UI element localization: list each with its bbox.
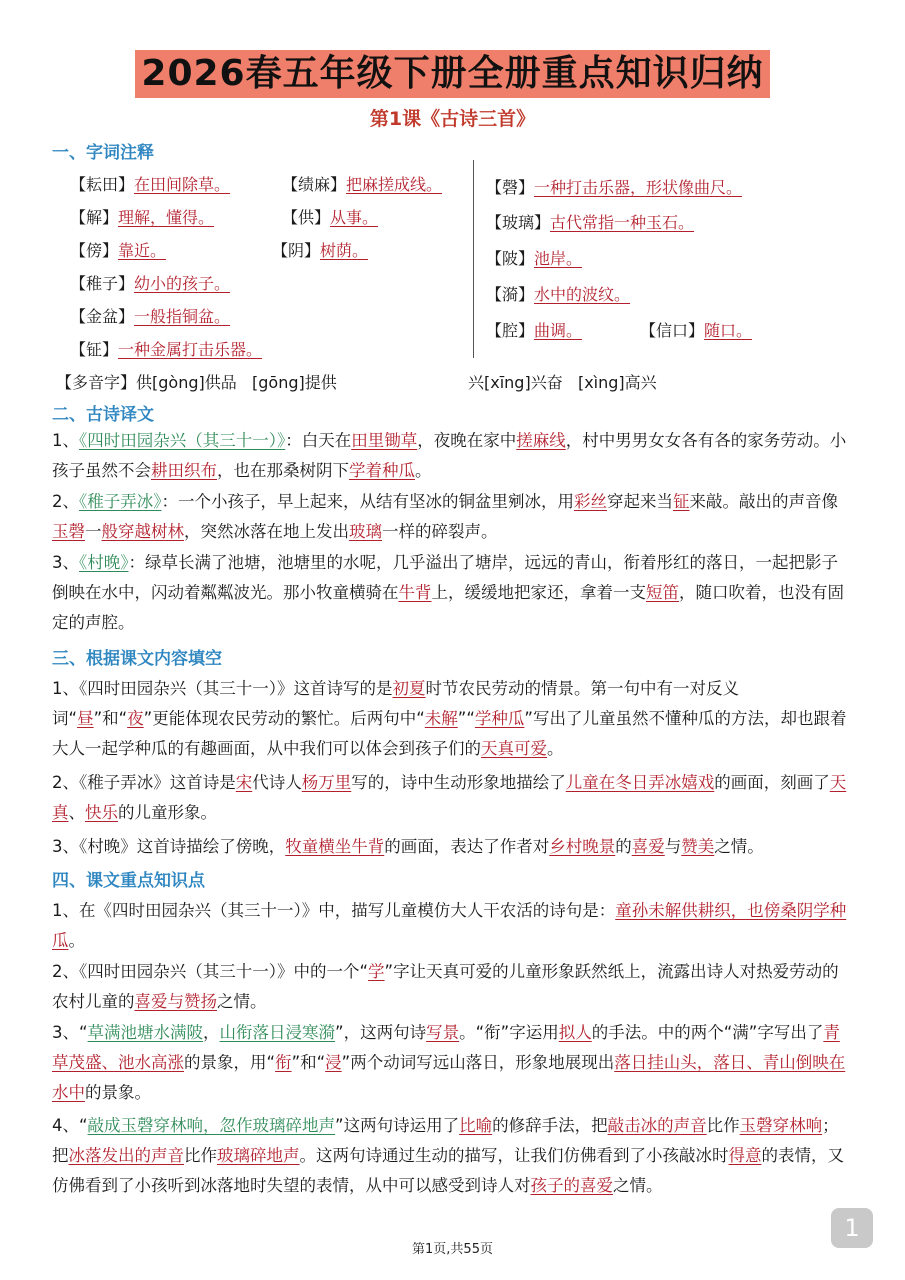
vocab-item bbox=[70, 205, 214, 228]
vocab-def: 靠近。 bbox=[118, 241, 167, 260]
vocab-term: 【磬】 bbox=[486, 178, 535, 197]
vocab-item bbox=[486, 246, 582, 269]
vocab-item bbox=[70, 304, 230, 327]
page-number-badge[interactable]: 1 bbox=[831, 1208, 873, 1248]
vocab-item bbox=[486, 318, 582, 341]
vocab-term: 【信口】 bbox=[640, 321, 705, 340]
lesson-subtitle: 第1课《古诗三首》 bbox=[369, 108, 536, 130]
translation-paragraph: 1、《四时田园杂兴（其三十一）》：白天在田里锄草，夜晚在家中搓麻线，村中男男女女各有各的家务劳动。小孩子虽然不会耕田织布，也在那桑树阴下学着种瓜。 bbox=[52, 431, 847, 480]
key-point-paragraph: 1、在《四时田园杂兴（其三十一）》中，描写儿童模仿大人干农活的诗句是：童孙未解供耕织，也傍桑阴学种瓜。 bbox=[52, 901, 847, 950]
vocab-item bbox=[640, 318, 752, 341]
vocab-term: 【稚子】 bbox=[70, 274, 135, 293]
vocab-def: 把麻搓成线。 bbox=[346, 175, 443, 194]
vocab-term: 【傍】 bbox=[70, 241, 119, 260]
translation-paragraph: 3、《村晚》：绿草长满了池塘，池塘里的水呢，几乎溢出了塘岸，远远的青山，衔着彤红的落日，一起把影子倒映在水中，闪动着粼粼波光。那小牧童横骑在牛背上，缓缓地把家还，拿着一支短笛，随口吹着，也没有固定的声腔。 bbox=[52, 553, 844, 632]
section-heading-vocab: 一、字词注释 bbox=[52, 143, 154, 163]
vocab-def: 幼小的孩子。 bbox=[134, 274, 231, 293]
vocab-def: 一般指铜盆。 bbox=[134, 307, 231, 326]
polyphone-row bbox=[468, 370, 657, 393]
vocab-item bbox=[282, 205, 378, 228]
section-heading-key-points: 四、课文重点知识点 bbox=[52, 871, 205, 891]
vocab-term: 【耘田】 bbox=[70, 175, 135, 194]
fill-paragraph: 1、《四时田园杂兴（其三十一）》这首诗写的是初夏时节农民劳动的情景。第一句中有一对反义词“昼”和“夜”更能体现农民劳动的繁忙。后两句中“未解”“学种瓜”写出了儿童虽然不懂种瓜的方法，却也跟着大人一起学种瓜的有趣画面，从中我们可以体会到孩子们的天真可爱。 bbox=[52, 679, 847, 758]
vocab-term: 【陂】 bbox=[486, 249, 535, 268]
vocab-term: 【金盆】 bbox=[70, 307, 135, 326]
vocab-def: 树荫。 bbox=[320, 241, 369, 260]
vocab-def: 曲调。 bbox=[534, 321, 583, 340]
vocab-item bbox=[486, 175, 742, 198]
vocab-item bbox=[282, 172, 442, 195]
vocab-term: 【阴】 bbox=[272, 241, 321, 260]
vocab-term: 【钲】 bbox=[70, 340, 119, 359]
vocab-def: 一种打击乐器，形状像曲尺。 bbox=[534, 178, 743, 197]
vocab-def: 随口。 bbox=[704, 321, 753, 340]
vocab-item bbox=[486, 282, 630, 305]
polyphone-label: 【多音字】 bbox=[56, 373, 137, 392]
polyphone-row bbox=[56, 370, 337, 393]
vocab-term: 【玻璃】 bbox=[486, 213, 551, 232]
page-title: 2026春五年级下册全册重点知识归纳 bbox=[135, 50, 769, 98]
fill-paragraph: 2、《稚子弄冰》这首诗是宋代诗人杨万里写的，诗中生动形象地描绘了儿童在冬日弄冰嬉戏的画面，刻画了天真、快乐的儿童形象。 bbox=[52, 773, 847, 822]
section-heading-fill: 三、根据课文内容填空 bbox=[52, 649, 222, 669]
vocab-term: 【绩麻】 bbox=[282, 175, 347, 194]
vocab-def: 在田间除草。 bbox=[134, 175, 231, 194]
vocab-def: 从事。 bbox=[330, 208, 379, 227]
vocab-def: 古代常指一种玉石。 bbox=[550, 213, 695, 232]
fill-paragraph: 3、《村晚》这首诗描绘了傍晚，牧童横坐牛背的画面，表达了作者对乡村晚景的喜爱与赞美之情。 bbox=[52, 837, 764, 856]
vocab-item bbox=[272, 238, 368, 261]
vocab-def: 一种金属打击乐器。 bbox=[118, 340, 263, 359]
vocab-item bbox=[70, 337, 262, 360]
polyphone-a: 供[gòng]供品 [gōng]提供 bbox=[136, 373, 337, 392]
key-point-paragraph: 2、《四时田园杂兴（其三十一）》中的一个“学”字让天真可爱的儿童形象跃然纸上，流露出诗人对热爱劳动的农村儿童的喜爱与赞扬之情。 bbox=[52, 962, 839, 1011]
vocab-item bbox=[70, 238, 166, 261]
translation-paragraph: 2、《稚子弄冰》：一个小孩子，早上起来，从结有坚冰的铜盆里剜冰，用彩丝穿起来当钲来敲。敲出的声音像玉磬一般穿越树林，突然冰落在地上发出玻璃一样的碎裂声。 bbox=[52, 492, 838, 541]
key-point-paragraph: 3、“草满池塘水满陂，山衔落日浸寒漪”，这两句诗写景。“衔”字运用拟人的手法。中的两个“满”字写出了青草茂盛、池水高涨的景象，用“衔”和“浸”两个动词写远山落日，形象地展现出落日挂山头，落日、青山倒映在水中的景象。 bbox=[52, 1023, 846, 1102]
vocab-item bbox=[70, 271, 230, 294]
vocab-term: 【供】 bbox=[282, 208, 331, 227]
vocab-item bbox=[486, 210, 694, 233]
section-heading-translation: 二、古诗译文 bbox=[52, 405, 154, 425]
vocab-item bbox=[70, 172, 230, 195]
vocab-def: 理解，懂得。 bbox=[118, 208, 215, 227]
polyphone-b: 兴[xīng]兴奋 [xìng]高兴 bbox=[468, 373, 657, 392]
title-wrap bbox=[0, 50, 905, 98]
vocab-term: 【解】 bbox=[70, 208, 119, 227]
page-footer: 第1页,共55页 bbox=[412, 1242, 493, 1257]
vocab-term: 【腔】 bbox=[486, 321, 535, 340]
vocab-def: 池岸。 bbox=[534, 249, 583, 268]
vocab-term: 【漪】 bbox=[486, 285, 535, 304]
key-point-paragraph: 4、“敲成玉磬穿林响，忽作玻璃碎地声”这两句诗运用了比喻的修辞手法，把敲击冰的声音比作玉磬穿林响；把冰落发出的声音比作玻璃碎地声。这两句诗通过生动的描写，让我们仿佛看到了小孩敲冰时得意的表情，又仿佛看到了小孩听到冰落地时失望的表情，从中可以感受到诗人对孩子的喜爱之情。 bbox=[52, 1116, 844, 1195]
vocab-def: 水中的波纹。 bbox=[534, 285, 631, 304]
column-divider bbox=[473, 160, 474, 358]
